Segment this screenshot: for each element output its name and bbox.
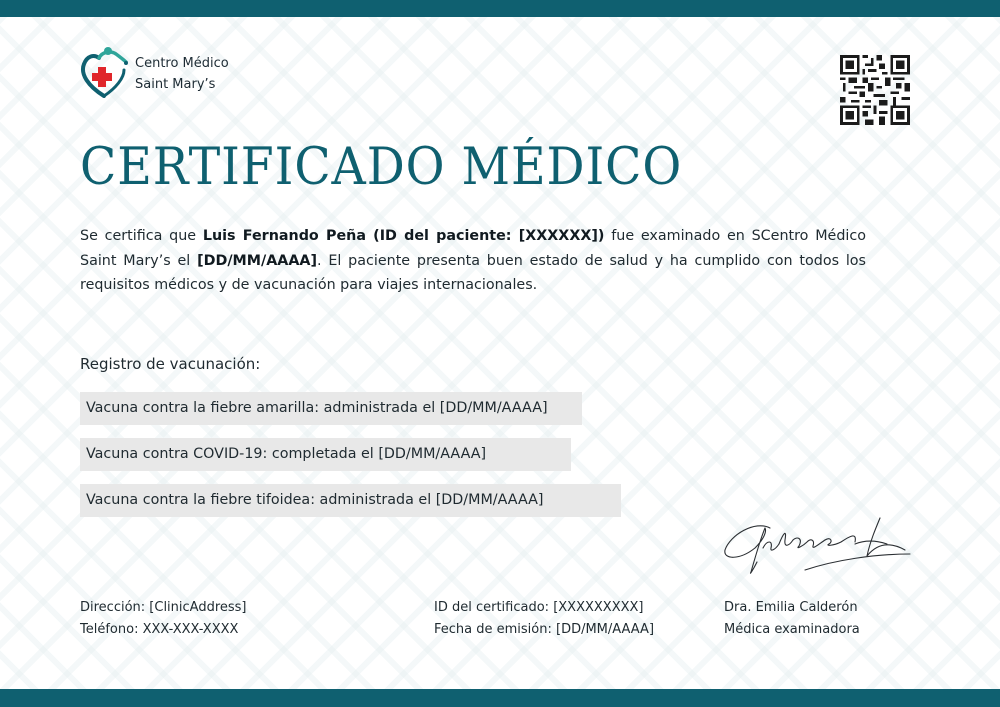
vaccination-heading: Registro de vacunación:	[80, 355, 261, 373]
heart-medical-cross-icon	[80, 46, 128, 98]
clinic-address: Dirección: [ClinicAddress]	[80, 600, 247, 615]
statement-text: Se certifica que	[80, 228, 203, 244]
top-border-bar	[0, 0, 1000, 17]
clinic-phone: Teléfono: XXX-XXX-XXXX	[80, 622, 239, 637]
qr-code-icon	[840, 55, 910, 125]
doctor-name: Dra. Emilia Calderón	[724, 600, 858, 615]
clinic-contact	[80, 597, 247, 641]
certificate-info	[434, 597, 654, 641]
clinic-name	[135, 53, 229, 95]
issue-date: Fecha de emisión: [DD/MM/AAAA]	[434, 622, 655, 637]
clinic-name-line2: Saint Mary’s	[135, 77, 216, 92]
doctor-signature	[715, 510, 915, 585]
certificate-id: ID del certificado: [XXXXXXXXX]	[434, 600, 644, 615]
bottom-border-bar	[0, 689, 1000, 707]
doctor-role: Médica examinadora	[724, 622, 860, 637]
vaccination-record-yellow-fever: Vacuna contra la fiebre amarilla: administrada el [DD/MM/AAAA]	[80, 392, 582, 425]
statement-text: fue examinado en SCentro Médico Saint Mary’s el	[80, 228, 866, 269]
certificate-title: CERTIFICADO MÉDICO	[80, 138, 683, 197]
statement-text: . El paciente presenta buen estado de salud y ha cumplido con todos los requisitos médicos y de vacunación para viajes internacionales.	[80, 252, 866, 293]
certification-statement	[80, 224, 866, 298]
exam-date: [DD/MM/AAAA]	[197, 252, 318, 269]
doctor-info	[724, 597, 860, 641]
vaccination-record-typhoid: Vacuna contra la fiebre tifoidea: administrada el [DD/MM/AAAA]	[80, 484, 621, 517]
vaccination-record-covid19: Vacuna contra COVID-19: completada el [DD/MM/AAAA]	[80, 438, 571, 471]
clinic-name-line1: Centro Médico	[135, 56, 229, 71]
patient-name-id: Luis Fernando Peña (ID del paciente: [XXXXXX])	[202, 228, 605, 244]
